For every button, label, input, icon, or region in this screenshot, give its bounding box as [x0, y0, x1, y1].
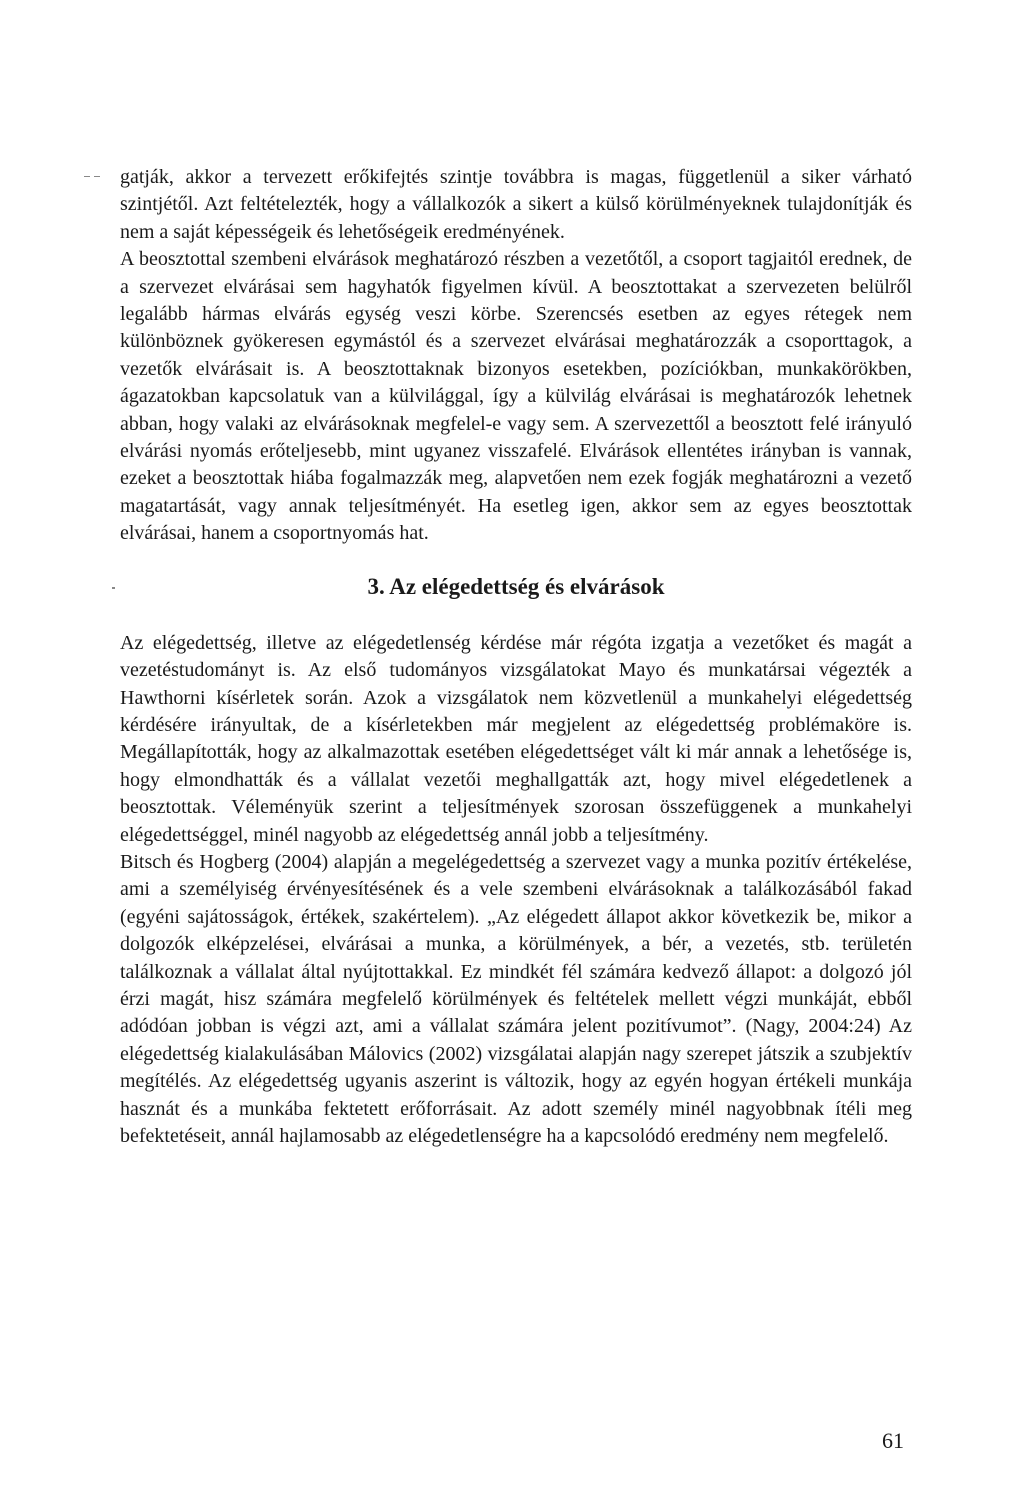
scan-speck — [112, 587, 115, 589]
scan-speck — [84, 176, 90, 177]
paragraph-continued: gatják, akkor a tervezett erőkifejtés szintje továbbra is magas, függetlenül a siker várható szintjétől. Azt feltételezték, hogy a vállalkozók a sikert a külső körülményeknek tulajdonítják és nem a saját képességeik és lehetőségeik eredményének. — [120, 166, 912, 243]
section-heading: 3. Az elégedettség és elvárások — [367, 573, 665, 599]
page-body — [120, 164, 912, 1150]
scan-speck — [94, 176, 100, 177]
paragraph-satisfaction-intro: Az elégedettség, illetve az elégedetlenség kérdése már régóta izgatja a vezetőket és magát a vezetéstudományt is. Az első tudományos vizsgálatokat Mayo és munkatársai végezték a Hawthorni kísérletek során. Azok a vizsgálatok nem közvetlenül a munkahelyi elégedettség kérdésére irányultak, de a kísérletekben már megjelent az elégedettség problémaköre is. Megállapították, hogy az alkalmazottak esetében elégedettséget vált ki már annak a lehetősége is, hogy elmondhatták és a vállalat vezetői meghallgatták azt, hogy mivel elégedetlenek a beosztottak. Véleményük szerint a teljesítmények szorosan összefüggenek a munkahelyi elégedettséggel, minél nagyobb az elégedettség annál jobb a teljesítmény. — [120, 631, 912, 846]
paragraph-bitsch-hogberg: Bitsch és Hogberg (2004) alapján a megelégedettség a szervezet vagy a munka pozitív értékelése, ami a személyiség érvényesítésének és a vele szembeni elvárásoknak a találkozásából fakad (egyéni sajátosságok, értékek, szakértelem). „Az elégedett állapot akkor következik be, mikor a dolgozók elképzelései, elvárásai a munka, a körülmények, a bér, a vezetés, stb. területén találkoznak a vállalat által nyújtottakkal. Ez mindkét fél számára kedvező állapot: a dolgozó jól érzi magát, hisz számára megfelelő körülmények és feltételek mellett végzi munkáját, ebből adódóan jobban is végzi azt, ami a vállalat számára jelent pozitívumot”. (Nagy, 2004:24) Az elégedettség kialakulásában Málovics (2002) vizsgálatai alapján nagy szerepet játszik a szubjektív megítélés. Az elégedettség ugyanis aszerint is változik, hogy az egyén hogyan értékeli munkája hasznát és a munkába fektetett erőforrásait. Az adott személy minél nagyobbnak ítéli meg befektetéseit, annál hajlamosabb az elégedetlenségre ha a kapcsolódó eredmény nem megfelelő. — [120, 850, 912, 1147]
page-number: 61 — [882, 1428, 904, 1453]
paragraph-expectations: A beosztottal szembeni elvárások meghatározó részben a vezetőtől, a csoport tagjaitól erednek, de a szervezet elvárásai sem hagyhatók figyelmen kívül. A beosztottakat a szervezeten belülről legalább hármas elvárás egység veszi körbe. Szerencsés esetben az egyes rétegek nem különböznek gyökeresen egymástól és a szervezet elvárásai meghatározzák a csoporttagok, a vezetők elvárásait is. A beosztottaknak bizonyos esetekben, pozíciókban, munkakörökben, ágazatokban kapcsolatuk van a külvilággal, így a külvilág elvárásai is meghatározók lehetnek abban, hogy valaki az elvárásoknak megfelel-e vagy sem. A szervezettől a beosztott felé irányuló elvárási nyomás erőteljesebb, mint ugyanez visszafelé. Elvárások ellentétes irányban is vannak, ezeket a beosztottak hiába fogalmazzák meg, alapvetően nem ezek fogják meghatározni a vezető magatartását, vagy annak teljesítményét. Ha esetleg igen, akkor sem az egyes beosztottak elvárásai, hanem a csoportnyomás hat. — [120, 248, 912, 545]
